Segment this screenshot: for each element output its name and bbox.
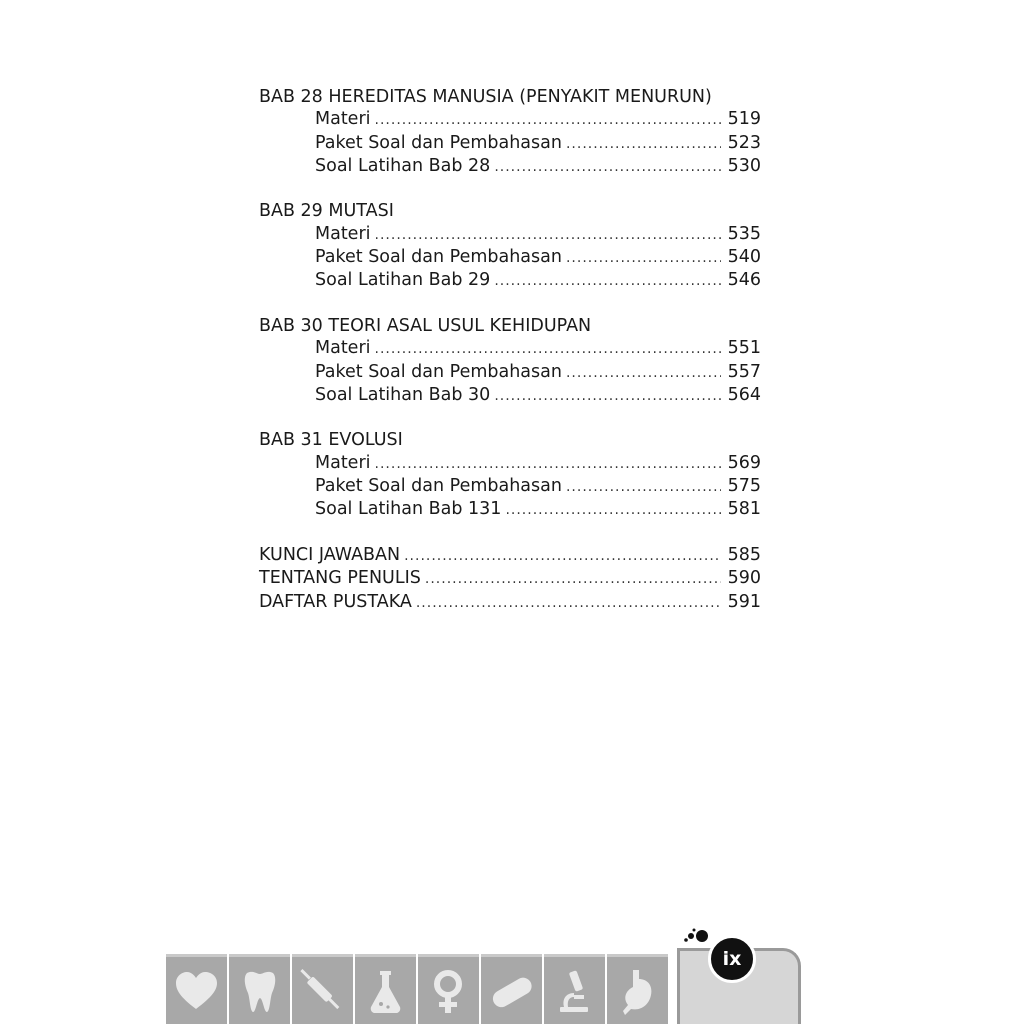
- dot-leader: [505, 499, 721, 521]
- chapter-title[interactable]: BAB 28 HEREDITAS MANUSIA (PENYAKIT MENURUN): [259, 87, 712, 107]
- dot-leader: [375, 338, 721, 360]
- dot-leader: [494, 270, 721, 292]
- table-of-contents: [259, 86, 761, 614]
- toc-entry[interactable]: [259, 269, 761, 292]
- entry-label: Paket Soal dan Pembahasan: [315, 247, 562, 268]
- entry-page-number: 540: [727, 247, 761, 268]
- toc-chapter-29: [259, 200, 761, 292]
- entry-page-number: 581: [727, 499, 761, 520]
- dot-leader: [494, 385, 721, 407]
- toc-entry[interactable]: [259, 475, 761, 498]
- entry-label: Soal Latihan Bab 131: [315, 499, 502, 520]
- toc-chapter-31: [259, 429, 761, 521]
- toc-entry[interactable]: [259, 591, 761, 614]
- dot-leader: [375, 453, 721, 475]
- toc-entry[interactable]: [259, 384, 761, 407]
- tooth-icon: [229, 954, 290, 1024]
- stomach-icon: [607, 954, 668, 1024]
- female-symbol-icon: [418, 954, 479, 1024]
- dot-leader: [566, 362, 721, 384]
- page-number-badge: ix: [708, 935, 756, 983]
- toc-entry[interactable]: [259, 246, 761, 269]
- entry-label: KUNCI JAWABAN: [259, 544, 401, 565]
- entry-page-number: 535: [727, 223, 761, 244]
- entry-page-number: 585: [727, 544, 761, 565]
- dot-leader: [566, 247, 721, 269]
- entry-page-number: 523: [727, 132, 761, 153]
- entry-label: Soal Latihan Bab 28: [315, 155, 491, 176]
- entry-page-number: 564: [727, 384, 761, 405]
- chapter-title[interactable]: BAB 29 MUTASI: [259, 201, 394, 222]
- heart-icon: [166, 954, 227, 1024]
- dot-leader: [425, 568, 721, 590]
- syringe-icon: [292, 954, 353, 1024]
- entry-page-number: 575: [727, 476, 761, 497]
- entry-label: Paket Soal dan Pembahasan: [315, 361, 562, 382]
- chapter-title[interactable]: BAB 31 EVOLUSI: [259, 430, 403, 451]
- entry-label: Soal Latihan Bab 29: [315, 270, 491, 291]
- entry-label: Paket Soal dan Pembahasan: [315, 132, 562, 153]
- entry-label: Materi: [315, 452, 371, 473]
- entry-page-number: 546: [727, 270, 761, 291]
- entry-label: DAFTAR PUSTAKA: [259, 591, 412, 612]
- toc-entry[interactable]: [259, 361, 761, 384]
- entry-page-number: 530: [727, 155, 761, 176]
- entry-page-number: 569: [727, 452, 761, 473]
- entry-page-number: 557: [727, 361, 761, 382]
- entry-label: Materi: [315, 338, 371, 359]
- toc-entry[interactable]: [259, 108, 761, 131]
- toc-chapter-28: [259, 86, 761, 178]
- entry-label: Materi: [315, 109, 371, 130]
- entry-label: TENTANG PENULIS: [259, 568, 421, 589]
- flask-icon: [355, 954, 416, 1024]
- entry-page-number: 519: [727, 109, 761, 130]
- toc-entry[interactable]: [259, 132, 761, 155]
- toc-entry[interactable]: [259, 223, 761, 246]
- chapter-title[interactable]: BAB 30 TEORI ASAL USUL KEHIDUPAN: [259, 315, 592, 336]
- dot-leader: [404, 545, 721, 567]
- toc-entry[interactable]: [259, 155, 761, 178]
- entry-label: Paket Soal dan Pembahasan: [315, 476, 562, 497]
- toc-entry[interactable]: [259, 498, 761, 521]
- dot-leader: [375, 109, 721, 131]
- entry-label: Materi: [315, 223, 371, 244]
- dot-leader: [566, 476, 721, 498]
- entry-page-number: 591: [727, 591, 761, 612]
- dot-leader: [494, 156, 721, 178]
- capsule-icon: [481, 954, 542, 1024]
- toc-entry[interactable]: [259, 567, 761, 590]
- entry-page-number: 590: [727, 568, 761, 589]
- toc-chapter-30: [259, 315, 761, 407]
- decorative-dots-icon: [682, 926, 708, 948]
- toc-entry[interactable]: [259, 337, 761, 360]
- dot-leader: [566, 133, 721, 155]
- toc-entry[interactable]: [259, 452, 761, 475]
- dot-leader: [416, 592, 721, 614]
- toc-tail: [259, 544, 761, 614]
- microscope-icon: [544, 954, 605, 1024]
- dot-leader: [375, 224, 721, 246]
- entry-page-number: 551: [727, 338, 761, 359]
- toc-entry[interactable]: [259, 544, 761, 567]
- entry-label: Soal Latihan Bab 30: [315, 384, 491, 405]
